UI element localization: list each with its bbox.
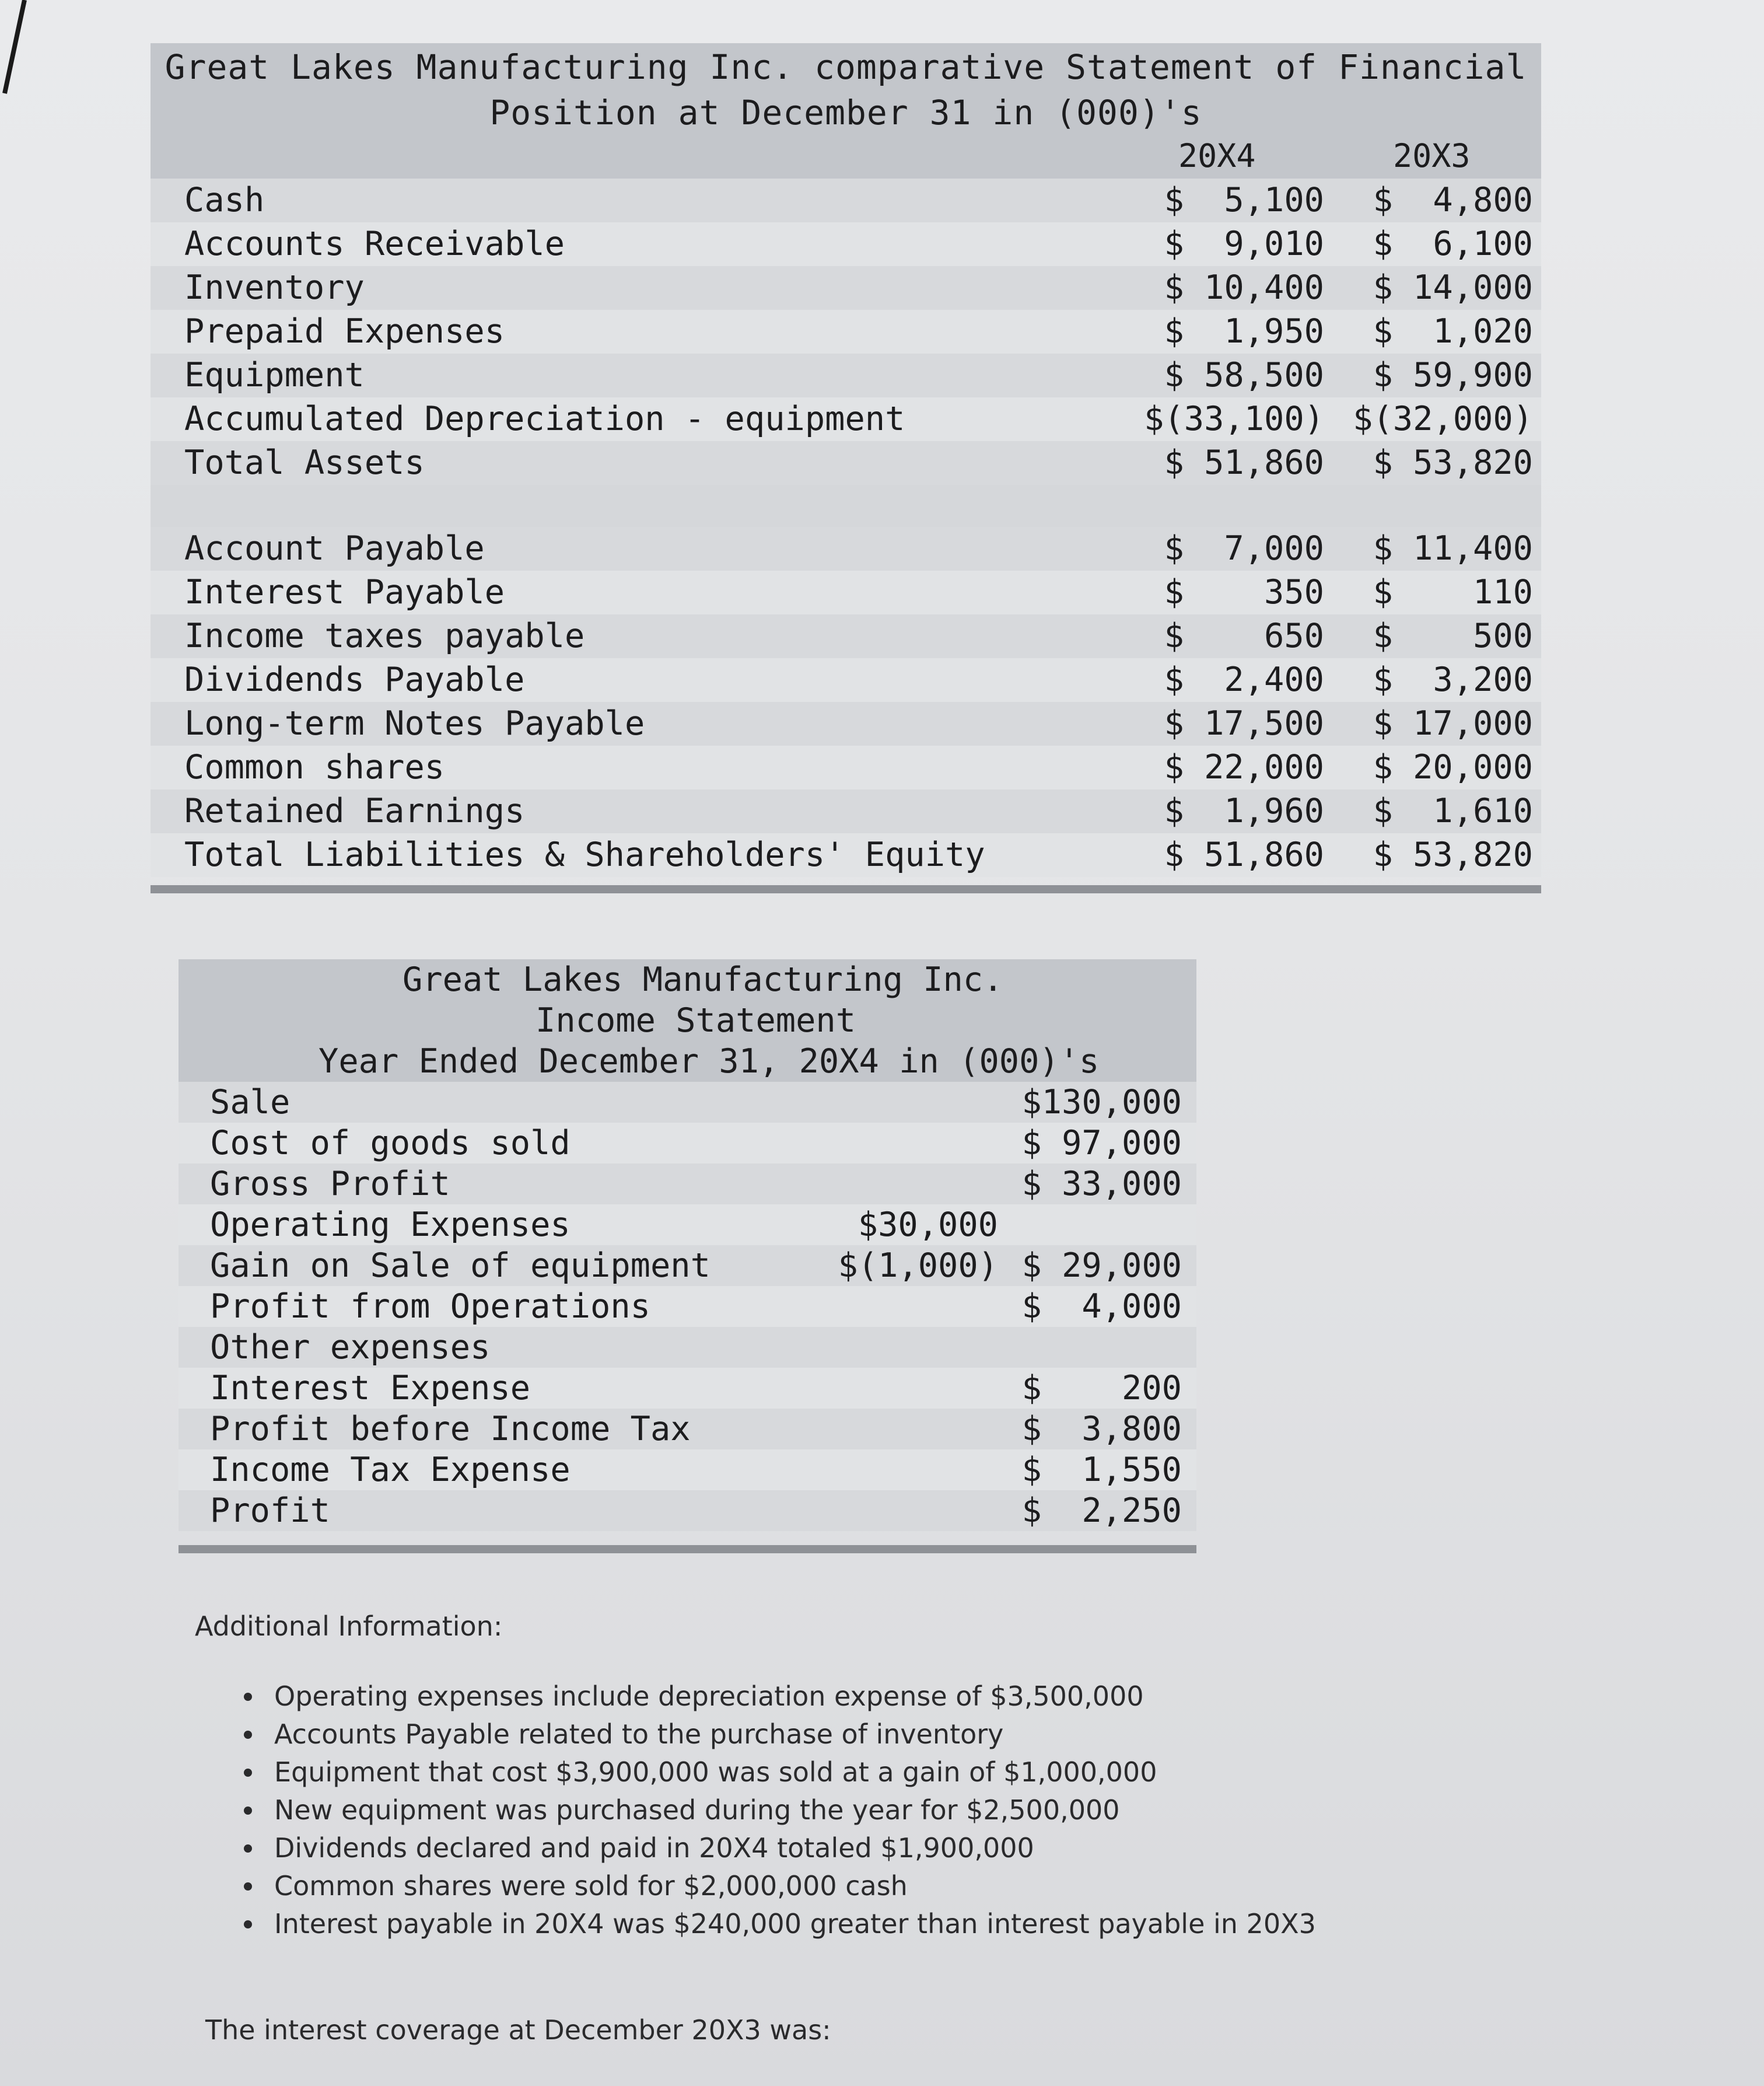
additional-info-heading: Additional Information: xyxy=(195,1610,503,1642)
value-20x4: $ 58,500 xyxy=(1164,356,1324,394)
row-label: Other expenses xyxy=(210,1328,491,1367)
value-20x3: $ 1,020 xyxy=(1373,312,1533,351)
row-label: Operating Expenses xyxy=(210,1206,570,1244)
amount-value: $130,000 xyxy=(1021,1083,1182,1121)
row-label: Gross Profit xyxy=(210,1165,450,1203)
value-20x4: $ 2,400 xyxy=(1164,661,1324,699)
pen-stroke-mark xyxy=(0,0,29,99)
income-statement-header xyxy=(178,959,1196,1082)
value-20x3: $ 1,610 xyxy=(1335,789,1533,836)
income-statement-row xyxy=(178,1123,1196,1163)
balance-sheet-title-line1: Great Lakes Manufacturing Inc. comparative Statement of Financial xyxy=(164,47,1527,87)
row-label: Income Tax Expense xyxy=(210,1451,570,1489)
income-statement-row xyxy=(178,1245,1196,1286)
row-label: Accumulated Depreciation - equipment xyxy=(184,400,905,438)
income-statement-bottom-rule xyxy=(178,1545,1196,1553)
value-20x3: $ 110 xyxy=(1373,573,1533,612)
income-statement-row xyxy=(178,1327,1196,1368)
row-label: Retained Earnings xyxy=(184,792,525,830)
row-label: Equipment xyxy=(184,356,365,394)
balance-sheet-row xyxy=(150,789,1541,833)
row-label: Interest Payable xyxy=(184,573,505,612)
additional-info-item: Equipment that cost $3,900,000 was sold at a gain of $1,000,000 xyxy=(244,1753,1316,1791)
row-label: Profit before Income Tax xyxy=(210,1410,691,1448)
value-20x4: $ 10,400 xyxy=(1164,268,1324,307)
table-bottom-rule xyxy=(150,885,1541,893)
income-statement xyxy=(178,959,1196,1553)
value-20x4: $ 9,010 xyxy=(1164,225,1324,263)
value-20x3: $ 20,000 xyxy=(1373,748,1533,787)
row-label: Gain on Sale of equipment xyxy=(210,1246,710,1285)
additional-info-item: Common shares were sold for $2,000,000 cash xyxy=(244,1867,1316,1905)
row-label: Profit from Operations xyxy=(210,1287,650,1326)
additional-info-item: Dividends declared and paid in 20X4 totaled $1,900,000 xyxy=(244,1829,1316,1867)
value-20x3: $ 6,100 xyxy=(1373,225,1533,263)
balance-sheet-row xyxy=(150,658,1541,702)
income-statement-rows xyxy=(178,1082,1196,1531)
income-statement-row xyxy=(178,1368,1196,1409)
income-statement-row xyxy=(178,1082,1196,1123)
question-text: The interest coverage at December 20X3 was: xyxy=(205,2014,831,2046)
income-statement-name: Income Statement xyxy=(536,1001,856,1040)
amount-value: $ 4,000 xyxy=(1021,1287,1182,1326)
value-20x3: $ 53,820 xyxy=(1373,443,1533,482)
value-20x3: $ 59,900 xyxy=(1373,356,1533,394)
balance-sheet-row xyxy=(150,571,1541,614)
balance-sheet-row xyxy=(150,397,1541,441)
value-20x4: $ 650 xyxy=(1164,617,1324,655)
additional-info-item: New equipment was purchased during the year for $2,500,000 xyxy=(244,1791,1316,1829)
additional-info-item: Operating expenses include depreciation expense of $3,500,000 xyxy=(244,1678,1316,1715)
income-statement-company: Great Lakes Manufacturing Inc. xyxy=(402,960,1003,999)
value-20x3: $ 11,400 xyxy=(1373,529,1533,568)
amount-value: $ 1,550 xyxy=(1007,1449,1182,1493)
income-statement-row xyxy=(178,1490,1196,1531)
value-20x4: $ 5,100 xyxy=(1164,181,1324,219)
balance-sheet-row xyxy=(150,833,1541,877)
row-label: Account Payable xyxy=(184,529,485,568)
liabilities-equity-section xyxy=(150,527,1541,877)
value-20x4: $ 17,500 xyxy=(1164,704,1324,743)
value-20x3: $ 4,800 xyxy=(1373,181,1533,219)
row-label: Total Assets xyxy=(184,443,425,482)
income-statement-row xyxy=(178,1204,1196,1245)
balance-sheet-row xyxy=(150,702,1541,746)
section-separator xyxy=(150,485,1541,527)
value-20x3: $ 500 xyxy=(1373,617,1533,655)
row-label: Common shares xyxy=(184,748,445,787)
balance-sheet-row xyxy=(150,746,1541,789)
row-label: Sale xyxy=(210,1083,290,1121)
value-20x4: $ 22,000 xyxy=(1164,748,1324,787)
amount-value: $ 200 xyxy=(1007,1368,1182,1411)
value-20x4: $ 1,960 xyxy=(1120,789,1324,836)
row-label: Prepaid Expenses xyxy=(184,312,505,351)
value-20x4: $ 7,000 xyxy=(1164,529,1324,568)
income-statement-period: Year Ended December 31, 20X4 in (000)'s xyxy=(318,1042,1100,1081)
row-label: Profit xyxy=(210,1491,330,1530)
value-20x3: $(32,000) xyxy=(1335,397,1533,443)
balance-sheet-header xyxy=(150,43,1541,179)
balance-sheet-row xyxy=(150,222,1541,266)
balance-sheet-row xyxy=(150,614,1541,658)
value-20x4: $ 1,950 xyxy=(1164,312,1324,351)
amount-value: $ 2,250 xyxy=(1021,1491,1182,1530)
additional-info-item: Accounts Payable related to the purchase of inventory xyxy=(244,1715,1316,1753)
subtotal-value: $(1,000) xyxy=(823,1245,998,1288)
value-20x3: $ 53,820 xyxy=(1373,836,1533,874)
income-statement-row xyxy=(178,1286,1196,1327)
balance-sheet-row xyxy=(150,441,1541,485)
balance-sheet-row xyxy=(150,310,1541,354)
income-statement-title xyxy=(178,959,1196,1082)
row-label: Cost of goods sold xyxy=(210,1124,570,1162)
row-label: Dividends Payable xyxy=(184,661,525,699)
value-20x4: $ 51,860 xyxy=(1164,836,1324,874)
balance-sheet-row xyxy=(150,354,1541,397)
amount-value: $ 97,000 xyxy=(1007,1123,1182,1166)
value-20x3: $ 17,000 xyxy=(1373,704,1533,743)
row-label: Inventory xyxy=(184,268,365,307)
amount-value: $ 29,000 xyxy=(1007,1245,1182,1288)
balance-sheet-title xyxy=(150,44,1541,135)
additional-info-item: Interest payable in 20X4 was $240,000 greater than interest payable in 20X3 xyxy=(244,1905,1316,1943)
subtotal-value: $30,000 xyxy=(858,1206,998,1244)
value-20x4: $ 350 xyxy=(1164,573,1324,612)
value-20x3: $ 14,000 xyxy=(1373,268,1533,307)
balance-sheet xyxy=(150,43,1541,893)
row-label: Income taxes payable xyxy=(184,617,585,655)
amount-value: $ 3,800 xyxy=(1021,1410,1182,1448)
balance-sheet-row xyxy=(150,179,1541,222)
balance-sheet-row xyxy=(150,266,1541,310)
balance-sheet-row xyxy=(150,527,1541,571)
column-header-20x4: 20X4 xyxy=(1178,137,1256,174)
income-statement-row xyxy=(178,1449,1196,1490)
assets-section xyxy=(150,179,1541,485)
row-label: Long-term Notes Payable xyxy=(184,704,645,743)
row-label: Cash xyxy=(184,181,265,219)
value-20x3: $ 3,200 xyxy=(1373,661,1533,699)
income-statement-row xyxy=(178,1409,1196,1449)
value-20x4: $(33,100) xyxy=(1120,397,1324,443)
row-label: Interest Expense xyxy=(210,1369,531,1407)
balance-sheet-title-line2: Position at December 31 in (000)'s xyxy=(489,93,1202,132)
amount-value: $ 33,000 xyxy=(1021,1165,1182,1203)
row-label: Accounts Receivable xyxy=(184,225,565,263)
income-statement-row xyxy=(178,1163,1196,1204)
column-header-20x3: 20X3 xyxy=(1393,137,1471,174)
row-label: Total Liabilities & Shareholders' Equity xyxy=(184,836,985,874)
value-20x4: $ 51,860 xyxy=(1164,443,1324,482)
additional-info-list xyxy=(244,1678,1316,1943)
